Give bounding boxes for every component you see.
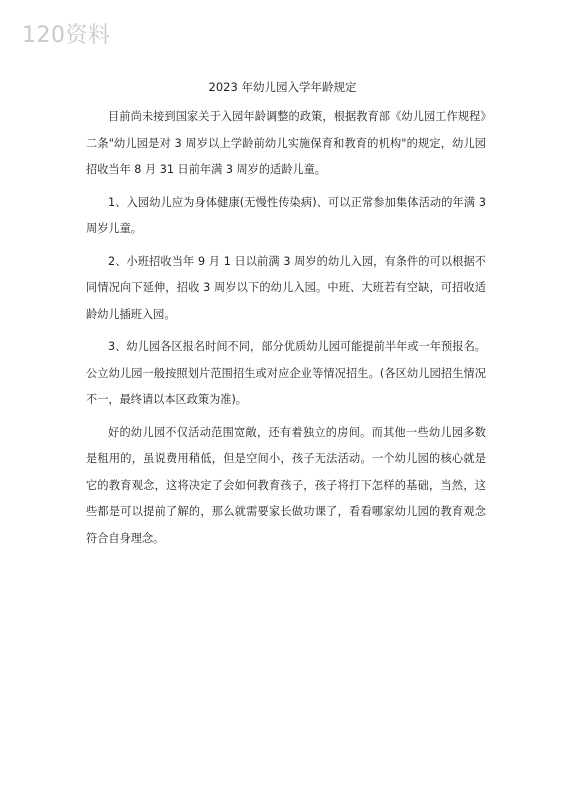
paragraph-rule-2: 2、小班招收当年 9 月 1 日以前满 3 周岁的幼儿入园，有条件的可以根据不同情况向下延伸，招收 3 周岁以下的幼儿入园。中班、大班若有空缺，可招收适龄幼儿插班入园。 [86, 254, 486, 321]
paragraph-intro: 目前尚未接到国家关于入园年龄调整的政策，根据教育部《幼儿园工作规程》二条"幼儿园是对 3 周岁以上学龄前幼儿实施保育和教育的机构"的规定，幼儿园招收当年 8 月 31 日前年满 3 周岁的适龄儿童。 [86, 110, 486, 176]
paragraph-rule-3: 3、幼儿园各区报名时间不同，部分优质幼儿园可能提前半年或一年预报名。公立幼儿园一般按照划片范围招生或对应企业等情况招生。(各区幼儿园招生情况不一，最终请以本区政策为准)。 [86, 340, 486, 406]
document-body [86, 104, 486, 552]
paragraph-rule-1: 1、入园幼儿应为身体健康(无慢性传染病)、可以正常参加集体活动的年满 3 周岁儿童。 [86, 195, 486, 235]
watermark: 120资料 [22, 23, 111, 48]
document-title: 2023 年幼儿园入学年龄规定 [208, 80, 357, 94]
paragraph-closing: 好的幼儿园不仅活动范围宽敞，还有着独立的房间。而其他一些幼儿园多数是租用的，虽说费用稍低，但是空间小，孩子无法活动。一个幼儿园的核心就是它的教育观念，这将决定了会如何教育孩子，孩子将打下怎样的基础，当然，这些都是可以提前了解的，那么就需要家长做功课了，看看哪家幼儿园的教育观念符合自身理念。 [86, 425, 486, 545]
